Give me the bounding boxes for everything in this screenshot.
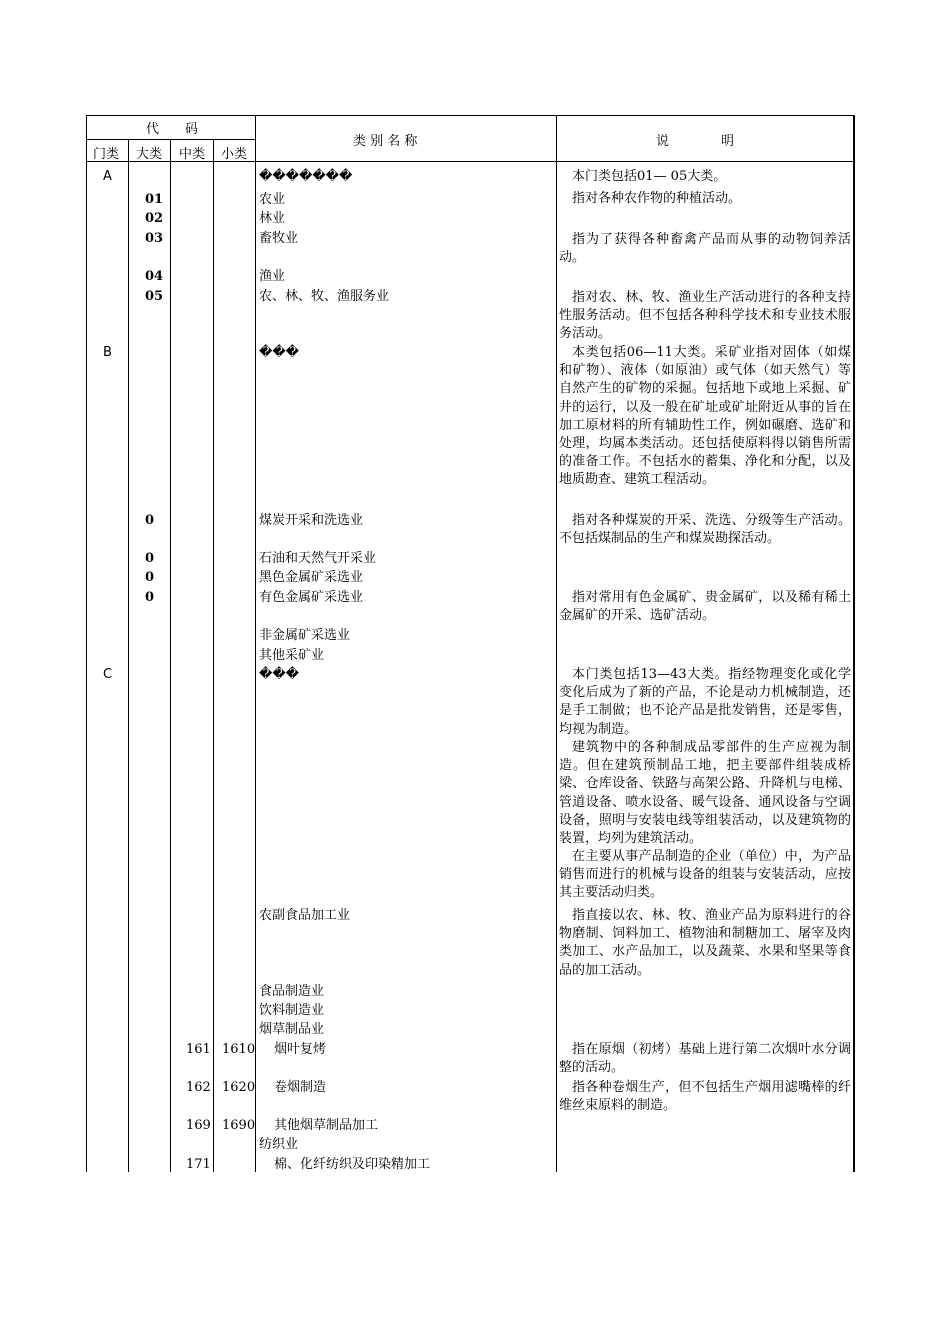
major-code: 02	[145, 211, 164, 226]
category-note: 本门类包括01— 05大类。	[572, 169, 727, 184]
header-major: 大类	[136, 147, 163, 162]
category-note: 本类包括06—11大类。采矿业指对固体（如煤和矿物）、液体（如原油）或气体（如天然气）等自然产生的矿物的采掘。包括地下或地上采掘、矿井的运行，以及一般在矿址或矿址附近从事的旨在加工原材料的所有辅助性工作，例如碾磨、选矿和处理，均属本类活动。还包括使原料得以销售所需的准备工作。不包括水的蓄集、净化和分配，以及地质勘查、建筑工程活动。	[559, 345, 851, 488]
category-name: 纺织业	[259, 1137, 299, 1152]
category-name: 林业	[259, 211, 286, 226]
major-code: 0	[145, 551, 155, 566]
column-line-left	[86, 115, 87, 1172]
major-code: 0	[145, 590, 155, 605]
minor-code: 1610	[222, 1042, 256, 1057]
category-name: 石油和天然气开采业	[259, 551, 377, 566]
header-minor: 小类	[221, 147, 248, 162]
major-code: 01	[145, 192, 164, 207]
category-name: 卷烟制造	[274, 1080, 327, 1095]
column-line-major	[170, 139, 171, 1172]
mid-code: 171	[186, 1157, 211, 1172]
category-note: 指在原烟（初烤）基础上进行第二次烟叶水分调整的活动。	[559, 1042, 851, 1076]
code-subheader-line	[86, 139, 256, 140]
column-line-right	[853, 115, 855, 1172]
header-name: 类 别 名 称	[353, 134, 418, 149]
category-name: 其他采矿业	[259, 648, 325, 663]
category-name: ���	[259, 345, 299, 360]
category-name: 农业	[259, 192, 286, 207]
column-line-mid	[213, 139, 214, 1172]
door-code: A	[103, 169, 112, 184]
category-name: 食品制造业	[259, 984, 325, 999]
door-code: C	[103, 667, 113, 682]
major-code: 0	[145, 513, 155, 528]
category-note: 指各种卷烟生产，但不包括生产烟用滤嘴棒的纤维丝束原料的制造。	[559, 1080, 851, 1114]
category-name: 煤炭开采和洗选业	[259, 513, 364, 528]
category-name: 黑色金属矿采选业	[259, 570, 364, 585]
category-name: 有色金属矿采选业	[259, 590, 364, 605]
header-note: 说 明	[656, 134, 735, 149]
category-note: 建筑物中的各种制成品零部件的生产应视为制造。但在建筑预制品工地，把主要部件组装成桥梁、仓库设备、铁路与高架公路、升降机与电梯、管道设备、喷水设备、暖气设备、通风设备与空调设备，照明与安装电线等组装活动，以及建筑物的装置，均列为建筑活动。	[559, 740, 851, 847]
category-name: 烟叶复烤	[274, 1042, 327, 1057]
mid-code: 162	[186, 1080, 211, 1095]
category-name: ���	[259, 667, 299, 682]
category-name: 农副食品加工业	[259, 908, 351, 923]
category-name: 棉、化纤纺织及印染精加工	[274, 1157, 431, 1172]
header-code: 代 码	[146, 122, 199, 137]
major-code: 04	[145, 269, 164, 284]
table-top-border	[86, 115, 855, 116]
category-note: 本门类包括13—43大类。指经物理变化或化学变化后成为了新的产品，不论是动力机械制造，还是手工制做；也不论产品是批发销售，还是零售，均视为制造。	[559, 667, 851, 737]
category-note: 指为了获得各种畜禽产品而从事的动物饲养活动。	[559, 232, 851, 266]
major-code: 0	[145, 570, 155, 585]
category-name: 非金属矿采选业	[259, 628, 351, 643]
door-code: B	[103, 345, 112, 360]
column-line-minor	[255, 115, 256, 1172]
column-line-name	[556, 115, 557, 1172]
major-code: 05	[145, 289, 164, 304]
minor-code: 1690	[222, 1118, 256, 1133]
category-name: 农、林、牧、渔服务业	[259, 289, 390, 304]
mid-code: 161	[186, 1042, 211, 1057]
category-note: 指对农、林、牧、渔业生产活动进行的各种支持性服务活动。但不包括各种科学技术和专业技术服务活动。	[559, 290, 851, 342]
category-name: 其他烟草制品加工	[274, 1118, 379, 1133]
header-mid: 中类	[179, 147, 206, 162]
mid-code: 169	[186, 1118, 211, 1133]
major-code: 03	[145, 231, 164, 246]
category-note: 在主要从事产品制造的企业（单位）中，为产品销售而进行的机械与设备的组装与安装活动，应按其主要活动归类。	[559, 849, 851, 901]
column-line-door	[128, 139, 129, 1172]
header-door: 门类	[93, 147, 120, 162]
category-name: 饮料制造业	[259, 1003, 325, 1018]
category-name: 畜牧业	[259, 231, 299, 246]
minor-code: 1620	[222, 1080, 256, 1095]
category-name: 渔业	[259, 269, 286, 284]
category-note: 指对常用有色金属矿、贵金属矿，以及稀有稀土金属矿的开采、选矿活动。	[559, 590, 851, 624]
category-name: 烟草制品业	[259, 1022, 325, 1037]
category-note: 指对各种农作物的种植活动。	[572, 191, 742, 206]
category-note: 指直接以农、林、牧、渔业产品为原料进行的谷物磨制、饲料加工、植物油和制糖加工、屠宰及肉类加工、水产品加工，以及蔬菜、水果和坚果等食品的加工活动。	[559, 908, 851, 978]
category-name: �������	[259, 169, 353, 184]
category-note: 指对各种煤炭的开采、洗选、分级等生产活动。不包括煤制品的生产和煤炭勘探活动。	[559, 513, 851, 547]
